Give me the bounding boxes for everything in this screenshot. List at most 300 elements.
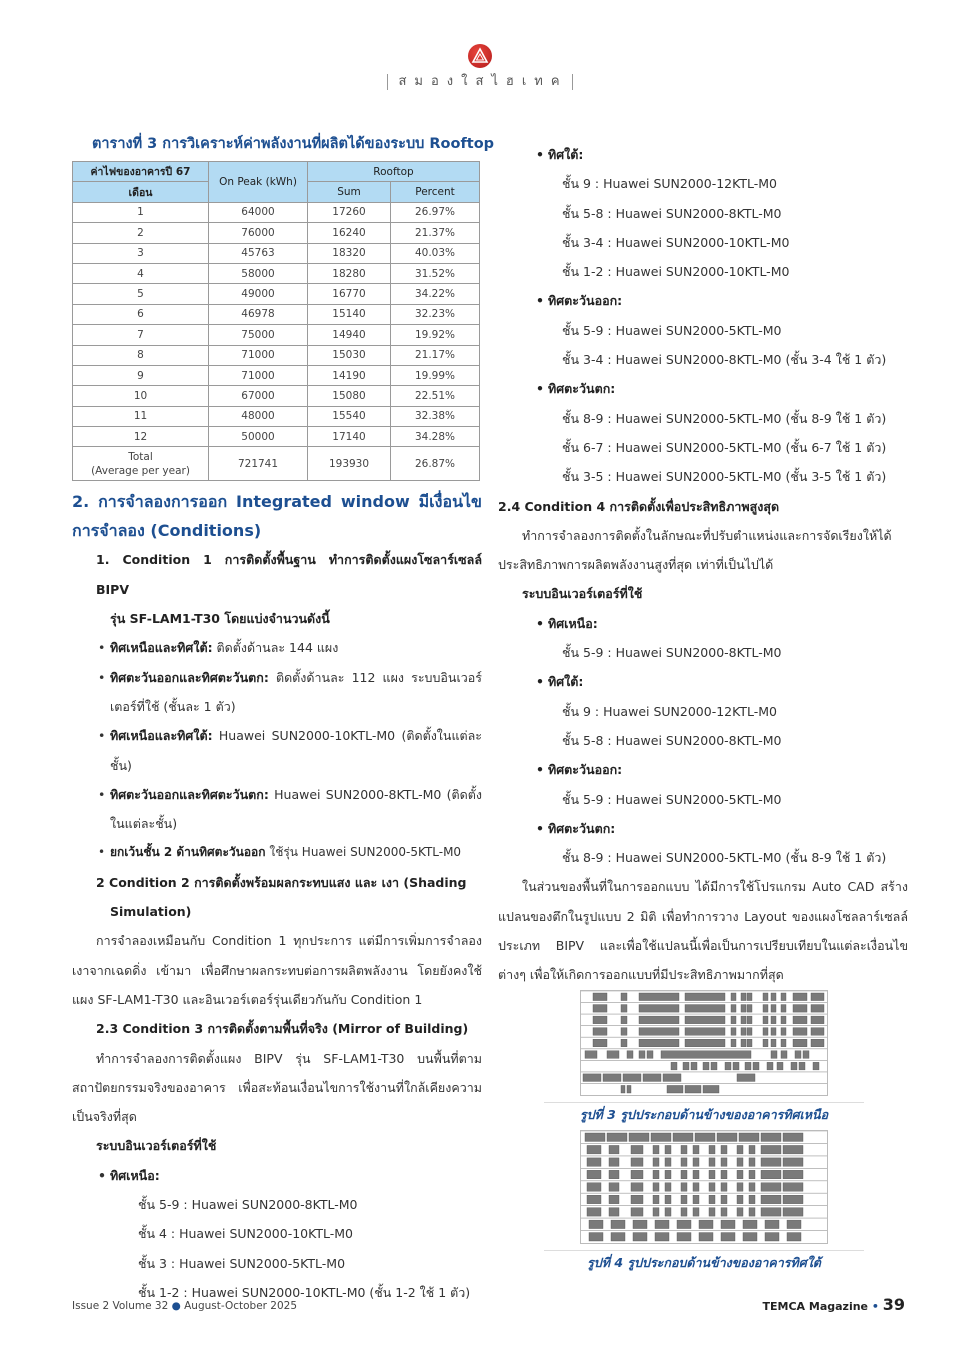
solar-panel-block bbox=[765, 1233, 779, 1241]
cell-percent: 40.03% bbox=[391, 243, 480, 263]
solar-panel-block bbox=[743, 1233, 757, 1241]
solar-panel-block bbox=[781, 1005, 786, 1013]
cell-sum: 15080 bbox=[308, 386, 391, 406]
solar-panel-block bbox=[709, 1158, 715, 1166]
inverter-item: ชั้น 4 : Huawei SUN2000-10KTL-M0 bbox=[138, 1226, 353, 1242]
solar-panel-block bbox=[793, 1039, 807, 1047]
solar-panel-block bbox=[663, 1074, 681, 1082]
solar-panel-block bbox=[721, 1145, 727, 1153]
inverter-item: ชั้น 8-9 : Huawei SUN2000-5KTL-M0 (ชั้น 8-9 ใช้ 1 ตัว) bbox=[562, 410, 887, 426]
solar-panel-block bbox=[653, 1170, 659, 1178]
solar-panel-block bbox=[693, 1195, 699, 1203]
solar-panel-block bbox=[741, 1005, 746, 1013]
solar-panel-block bbox=[691, 1062, 697, 1070]
solar-panel-block bbox=[763, 993, 768, 1001]
solar-panel-block bbox=[589, 1233, 603, 1241]
solar-panel-block bbox=[761, 1145, 781, 1153]
solar-panel-block bbox=[787, 1220, 801, 1228]
inverter-item: ชั้น 6-7 : Huawei SUN2000-5KTL-M0 (ชั้น 6-7 ใช้ 1 ตัว) bbox=[562, 439, 887, 455]
cell-onpeak: 50000 bbox=[209, 427, 308, 447]
solar-panel-block bbox=[647, 1051, 653, 1059]
west-inverter-list bbox=[498, 404, 908, 492]
solar-panel-block bbox=[685, 1005, 725, 1013]
solar-panel-block bbox=[763, 1028, 768, 1036]
south-label: • ทิศใต้: bbox=[498, 140, 908, 169]
solar-panel-block bbox=[621, 1028, 627, 1036]
solar-panel-block bbox=[693, 1208, 699, 1216]
solar-panel-block bbox=[589, 1220, 603, 1228]
solar-panel-block bbox=[763, 1039, 768, 1047]
total-sum: 193930 bbox=[308, 447, 391, 481]
solar-panel-block bbox=[781, 1028, 786, 1036]
solar-panel-block bbox=[781, 1016, 786, 1024]
solar-panel-block bbox=[665, 1183, 671, 1191]
cell-onpeak: 64000 bbox=[209, 202, 308, 222]
solar-panel-block bbox=[745, 1062, 751, 1070]
cell-onpeak: 49000 bbox=[209, 284, 308, 304]
header-onpeak: On Peak (kWh) bbox=[209, 162, 308, 203]
c4-east-list bbox=[498, 785, 908, 814]
cell-onpeak: 71000 bbox=[209, 365, 308, 385]
solar-panel-block bbox=[787, 1233, 801, 1241]
c4-west-label: • ทิศตะวันตก: bbox=[498, 814, 908, 843]
solar-panel-block bbox=[811, 1016, 824, 1024]
cell-percent: 21.17% bbox=[391, 345, 480, 365]
solar-panel-block bbox=[771, 1028, 776, 1036]
solar-panel-block bbox=[633, 1233, 647, 1241]
rooftop-table bbox=[72, 161, 480, 481]
solar-panel-block bbox=[747, 1039, 752, 1047]
cell-percent: 31.52% bbox=[391, 263, 480, 283]
table-row bbox=[73, 386, 480, 406]
cell-month: 9 bbox=[73, 365, 209, 385]
solar-panel-block bbox=[747, 1016, 752, 1024]
header-month: เดือน bbox=[73, 182, 209, 202]
solar-panel-block bbox=[767, 1062, 773, 1070]
inverter-heading: ระบบอินเวอร์เตอร์ที่ใช้ bbox=[96, 1138, 217, 1154]
solar-panel-block bbox=[665, 1208, 671, 1216]
cell-percent: 34.22% bbox=[391, 284, 480, 304]
condition-2-title: 2 Condition 2 การติดตั้งพร้อมผลกระทบแสง และ เงา (Shading bbox=[96, 874, 467, 890]
cell-sum: 15540 bbox=[308, 406, 391, 426]
solar-panel-block bbox=[611, 1220, 625, 1228]
solar-panel-block bbox=[685, 1016, 725, 1024]
cell-month: 11 bbox=[73, 406, 209, 426]
table-row bbox=[73, 406, 480, 426]
condition-3-paragraph: ทำการจำลองการติดตั้งแผง BIPV รุ่น SF-LAM1-T30 บนพื้นที่ตามสถาปัตยกรรมจริงของอาคาร เพื่อสะท้อนเงื่อนไขการใช้งานที่ใกล้เคียงความเป็นจริงที่สุด bbox=[72, 1050, 482, 1125]
solar-panel-block bbox=[733, 1062, 739, 1070]
solar-panel-block bbox=[651, 1133, 671, 1141]
solar-panel-block bbox=[593, 1039, 607, 1047]
solar-panel-block bbox=[749, 1195, 755, 1203]
south-inverter-list bbox=[498, 169, 908, 286]
inverter-item: ชั้น 5-8 : Huawei SUN2000-8KTL-M0 bbox=[562, 205, 782, 221]
solar-panel-block bbox=[777, 1062, 783, 1070]
c4-west-list bbox=[498, 843, 908, 872]
solar-panel-block bbox=[791, 1062, 797, 1070]
solar-panel-block bbox=[653, 1183, 659, 1191]
solar-panel-block bbox=[731, 1039, 736, 1047]
c1-bullet-3: • ทิศเหนือและทิศใต้: Huawei SUN2000-10KTL-M0 (ติดตั้งในแต่ละชั้น) bbox=[72, 721, 482, 780]
cell-sum: 16770 bbox=[308, 284, 391, 304]
total-label: Total (Average per year) bbox=[73, 447, 209, 481]
table-row bbox=[73, 345, 480, 365]
solar-panel-block bbox=[695, 1133, 715, 1141]
north-label: • ทิศเหนือ: bbox=[72, 1161, 482, 1190]
solar-panel-block bbox=[611, 1233, 625, 1241]
solar-panel-block bbox=[607, 1133, 627, 1141]
inverter-item: ชั้น 1-2 : Huawei SUN2000-10KTL-M0 (ชั้น 1-2 ใช้ 1 ตัว) bbox=[138, 1284, 471, 1300]
solar-panel-block bbox=[685, 1039, 725, 1047]
figure-3-caption: รูปที่ 3 รูปประกอบด้านข้างของอาคารทิศเหนือ bbox=[544, 1102, 864, 1125]
solar-panel-block bbox=[741, 993, 746, 1001]
solar-panel-block bbox=[631, 1158, 643, 1166]
solar-panel-block bbox=[763, 1005, 768, 1013]
solar-panel-block bbox=[761, 1158, 781, 1166]
cell-month: 12 bbox=[73, 427, 209, 447]
solar-panel-block bbox=[609, 1170, 619, 1178]
table-title: ตารางที่ 3 การวิเคราะห์ค่าพลังงานที่ผลิตได้ของระบบ Rooftop bbox=[92, 136, 495, 152]
solar-panel-block bbox=[781, 1039, 786, 1047]
solar-panel-block bbox=[737, 1158, 743, 1166]
solar-panel-block bbox=[721, 1220, 735, 1228]
solar-panel-block bbox=[737, 1074, 755, 1082]
solar-panel-block bbox=[721, 1158, 727, 1166]
inverter-item: ชั้น 5-9 : Huawei SUN2000-5KTL-M0 bbox=[562, 322, 782, 338]
left-column bbox=[72, 132, 495, 1307]
solar-panel-block bbox=[607, 1051, 619, 1059]
solar-panel-block bbox=[703, 1062, 709, 1070]
cell-percent: 32.38% bbox=[391, 406, 480, 426]
table-row bbox=[73, 223, 480, 243]
cell-month: 10 bbox=[73, 386, 209, 406]
solar-panel-block bbox=[803, 1051, 809, 1059]
solar-panel-block bbox=[653, 1195, 659, 1203]
solar-panel-block bbox=[633, 1220, 647, 1228]
header-building: ค่าไฟของอาคารปี 67 bbox=[73, 162, 209, 182]
solar-panel-block bbox=[587, 1145, 601, 1153]
east-label: • ทิศตะวันออก: bbox=[498, 286, 908, 315]
solar-panel-block bbox=[771, 993, 776, 1001]
solar-panel-block bbox=[731, 1028, 736, 1036]
solar-panel-block bbox=[639, 1016, 679, 1024]
solar-panel-block bbox=[793, 1005, 807, 1013]
solar-panel-block bbox=[631, 1195, 643, 1203]
table-total-row bbox=[73, 447, 480, 481]
solar-panel-block bbox=[661, 1051, 751, 1059]
solar-panel-block bbox=[709, 1208, 715, 1216]
table-row bbox=[73, 263, 480, 283]
solar-panel-block bbox=[709, 1145, 715, 1153]
cell-percent: 26.97% bbox=[391, 202, 480, 222]
solar-panel-block bbox=[765, 1220, 779, 1228]
cell-sum: 18280 bbox=[308, 263, 391, 283]
solar-panel-block bbox=[585, 1133, 605, 1141]
solar-panel-block bbox=[609, 1158, 619, 1166]
solar-panel-block bbox=[781, 1051, 787, 1059]
solar-panel-block bbox=[693, 1170, 699, 1178]
solar-panel-block bbox=[593, 1028, 607, 1036]
solar-panel-block bbox=[811, 1005, 824, 1013]
cell-onpeak: 76000 bbox=[209, 223, 308, 243]
solar-panel-block bbox=[739, 1133, 759, 1141]
figure-3-north-elevation bbox=[580, 990, 828, 1096]
solar-panel-block bbox=[741, 1039, 746, 1047]
figure-4-south-elevation bbox=[580, 1130, 828, 1244]
inverter-item: ชั้น 1-2 : Huawei SUN2000-10KTL-M0 bbox=[562, 264, 790, 280]
cell-percent: 21.37% bbox=[391, 223, 480, 243]
solar-panel-block bbox=[621, 1005, 627, 1013]
cell-sum: 17140 bbox=[308, 427, 391, 447]
solar-panel-block bbox=[747, 1028, 752, 1036]
solar-panel-block bbox=[609, 1195, 619, 1203]
cell-sum: 14940 bbox=[308, 325, 391, 345]
solar-panel-block bbox=[721, 1208, 727, 1216]
solar-panel-block bbox=[631, 1208, 643, 1216]
cell-sum: 15140 bbox=[308, 304, 391, 324]
design-paragraph: ในส่วนของพื้นที่ในการออกแบบ ได้มีการใช้โปรแกรม Auto CAD สร้างแปลนของตึกในรูปแบบ 2 มิติ เพื่อทำการวาง Layout ของแผงโซลลาร์เซลล์ประเภท BIPV และเพื่อใช้แปลนนี้เพื่อเป็นการเปรียบเทียบในแต่ละเงื่อนไขต่างๆ เพื่อให้เกิดการออกแบบที่มีประสิทธิภาพมากที่สุด bbox=[498, 879, 908, 983]
solar-panel-block bbox=[609, 1208, 619, 1216]
table-row bbox=[73, 325, 480, 345]
solar-panel-block bbox=[699, 1233, 713, 1241]
solar-panel-block bbox=[747, 993, 752, 1001]
solar-panel-block bbox=[811, 993, 824, 1001]
cell-month: 3 bbox=[73, 243, 209, 263]
solar-panel-block bbox=[721, 1195, 727, 1203]
north-elevation-drawing bbox=[581, 991, 827, 1095]
condition-3-title: 2.3 Condition 3 การติดตั้งตามพื้นที่จริง (Mirror of Building) bbox=[96, 1021, 469, 1037]
table-row bbox=[73, 365, 480, 385]
solar-panel-block bbox=[693, 1183, 699, 1191]
cell-onpeak: 75000 bbox=[209, 325, 308, 345]
solar-panel-block bbox=[793, 1028, 807, 1036]
solar-panel-block bbox=[811, 1039, 824, 1047]
cell-month: 5 bbox=[73, 284, 209, 304]
solar-panel-block bbox=[587, 1208, 601, 1216]
condition-1-title: 1. Condition 1 การติดตั้งพื้นฐาน ทำการติดตั้งแผงโซลาร์เซลล์ BIPV bbox=[96, 552, 482, 597]
header-percent: Percent bbox=[391, 182, 480, 202]
solar-panel-block bbox=[593, 1016, 607, 1024]
condition-2-title-cont: Simulation) bbox=[110, 904, 192, 920]
brand-name: สมองใสไฮเทค bbox=[387, 74, 572, 90]
inverter-item: ชั้น 5-9 : Huawei SUN2000-8KTL-M0 bbox=[562, 645, 782, 661]
solar-panel-block bbox=[665, 1145, 671, 1153]
inverter-item: ชั้น 3-5 : Huawei SUN2000-5KTL-M0 (ชั้น 3-5 ใช้ 1 ตัว) bbox=[562, 469, 887, 485]
right-column bbox=[498, 140, 908, 990]
inverter-item: ชั้น 5-9 : Huawei SUN2000-8KTL-M0 bbox=[138, 1197, 358, 1212]
solar-panel-block bbox=[681, 1170, 687, 1178]
solar-panel-block bbox=[737, 1195, 743, 1203]
cell-sum: 18320 bbox=[308, 243, 391, 263]
solar-panel-block bbox=[621, 1039, 627, 1047]
solar-panel-block bbox=[783, 1133, 803, 1141]
condition-4-title: 2.4 Condition 4 การติดตั้งเพื่อประสิทธิภาพสูงสุด bbox=[498, 498, 780, 514]
solar-panel-block bbox=[665, 1195, 671, 1203]
solar-panel-block bbox=[673, 1133, 693, 1141]
c4-south-list bbox=[498, 697, 908, 756]
solar-panel-block bbox=[639, 1005, 679, 1013]
figure-4-caption: รูปที่ 4 รูปประกอบด้านข้างของอาคารทิศใต้ bbox=[544, 1250, 864, 1273]
cell-month: 4 bbox=[73, 263, 209, 283]
solar-panel-block bbox=[621, 1085, 625, 1093]
solar-panel-block bbox=[593, 1005, 607, 1013]
solar-panel-block bbox=[677, 1220, 691, 1228]
solar-panel-block bbox=[761, 1195, 781, 1203]
inverter-item: ชั้น 3 : Huawei SUN2000-5KTL-M0 bbox=[138, 1255, 346, 1271]
footer-issue: Issue 2 Volume 32 ● August-October 2025 bbox=[72, 1300, 298, 1312]
c4-north-list bbox=[498, 638, 908, 667]
solar-panel-block bbox=[737, 1145, 743, 1153]
solar-panel-block bbox=[629, 1133, 649, 1141]
cell-sum: 16240 bbox=[308, 223, 391, 243]
cell-month: 7 bbox=[73, 325, 209, 345]
solar-panel-block bbox=[793, 1016, 807, 1024]
solar-panel-block bbox=[717, 1133, 737, 1141]
inverter-item: ชั้น 3-4 : Huawei SUN2000-8KTL-M0 (ชั้น 3-4 ใช้ 1 ตัว) bbox=[562, 352, 887, 368]
solar-panel-block bbox=[703, 1085, 719, 1093]
west-label: • ทิศตะวันตก: bbox=[498, 374, 908, 403]
solar-panel-block bbox=[609, 1145, 619, 1153]
solar-panel-block bbox=[587, 1170, 601, 1178]
c4-east-label: • ทิศตะวันออก: bbox=[498, 755, 908, 784]
solar-panel-block bbox=[621, 993, 627, 1001]
cell-month: 6 bbox=[73, 304, 209, 324]
east-inverter-list bbox=[498, 316, 908, 375]
cell-percent: 22.51% bbox=[391, 386, 480, 406]
c1-bullet-1: • ทิศเหนือและทิศใต้: ติดตั้งด้านละ 144 แผง bbox=[72, 633, 482, 662]
solar-panel-block bbox=[587, 1158, 601, 1166]
cell-sum: 14190 bbox=[308, 365, 391, 385]
solar-panel-block bbox=[749, 1170, 755, 1178]
solar-panel-block bbox=[667, 1085, 683, 1093]
solar-panel-block bbox=[587, 1183, 601, 1191]
solar-panel-block bbox=[639, 993, 679, 1001]
condition-4-paragraph: ทำการจำลองการติดตั้งในลักษณะที่ปรับตำแหน่งและการจัดเรียงให้ได้ ประสิทธิภาพการผลิตพลังงานสูงที่สุด เท่าที่เป็นไปได้ bbox=[498, 527, 892, 573]
c4-inverter-heading: ระบบอินเวอร์เตอร์ที่ใช้ bbox=[522, 586, 643, 602]
solar-panel-block bbox=[699, 1220, 713, 1228]
solar-panel-block bbox=[771, 1005, 776, 1013]
inverter-item: ชั้น 9 : Huawei SUN2000-12KTL-M0 bbox=[562, 176, 777, 192]
solar-panel-block bbox=[725, 1062, 731, 1070]
solar-panel-block bbox=[693, 1145, 699, 1153]
table-row bbox=[73, 304, 480, 324]
solar-panel-block bbox=[737, 1170, 743, 1178]
solar-panel-block bbox=[737, 1183, 743, 1191]
solar-panel-block bbox=[763, 1016, 768, 1024]
solar-panel-block bbox=[811, 1028, 824, 1036]
solar-panel-block bbox=[795, 1051, 801, 1059]
solar-panel-block bbox=[685, 1085, 701, 1093]
solar-panel-block bbox=[749, 1158, 755, 1166]
south-elevation-drawing bbox=[581, 1131, 827, 1243]
table-row bbox=[73, 202, 480, 222]
cell-percent: 19.92% bbox=[391, 325, 480, 345]
cell-percent: 19.99% bbox=[391, 365, 480, 385]
solar-panel-block bbox=[721, 1183, 727, 1191]
solar-panel-block bbox=[585, 1051, 597, 1059]
inverter-item: ชั้น 5-9 : Huawei SUN2000-5KTL-M0 bbox=[562, 791, 782, 807]
solar-panel-block bbox=[583, 1074, 601, 1082]
solar-panel-block bbox=[771, 1051, 777, 1059]
solar-panel-block bbox=[783, 1208, 803, 1216]
condition-2-paragraph: การจำลองเหมือนกับ Condition 1 ทุกประการ แต่มีการเพิ่มการจำลองเงาจากเฉดดิ่ง เข้ามา เพื่อศึกษาผลกระทบต่อการผลิตพลังงาน โดยยังคงใช้แผง SF-LAM1-T30 และอินเวอร์เตอร์รุ่นเดียวกันกับ Condition 1 bbox=[72, 933, 482, 1007]
solar-panel-block bbox=[631, 1145, 643, 1153]
solar-panel-block bbox=[623, 1074, 641, 1082]
solar-panel-block bbox=[761, 1183, 781, 1191]
solar-panel-block bbox=[721, 1170, 727, 1178]
solar-panel-block bbox=[793, 993, 807, 1001]
solar-panel-block bbox=[711, 1062, 717, 1070]
solar-panel-block bbox=[737, 1208, 743, 1216]
solar-panel-block bbox=[685, 993, 725, 1001]
solar-panel-block bbox=[761, 1170, 781, 1178]
header-sum: Sum bbox=[308, 182, 391, 202]
solar-panel-block bbox=[783, 1170, 803, 1178]
c1-bullet-2: • ทิศตะวันออกและทิศตะวันตก: ติดตั้งด้านละ 112 แผง ระบบอินเวอร์เตอร์ที่ใช้ (ชั้นละ 1 ตัว) bbox=[72, 663, 482, 722]
solar-panel-block bbox=[753, 1062, 759, 1070]
inverter-item: ชั้น 8-9 : Huawei SUN2000-5KTL-M0 (ชั้น 8-9 ใช้ 1 ตัว) bbox=[562, 850, 887, 866]
cell-sum: 15030 bbox=[308, 345, 391, 365]
solar-panel-block bbox=[741, 1028, 746, 1036]
solar-panel-block bbox=[681, 1158, 687, 1166]
solar-panel-block bbox=[731, 993, 736, 1001]
solar-panel-block bbox=[681, 1145, 687, 1153]
logo-icon bbox=[468, 44, 492, 68]
cell-onpeak: 67000 bbox=[209, 386, 308, 406]
solar-panel-block bbox=[771, 1039, 776, 1047]
solar-panel-block bbox=[639, 1039, 679, 1047]
solar-panel-block bbox=[627, 1051, 633, 1059]
solar-panel-block bbox=[749, 1183, 755, 1191]
masthead bbox=[0, 44, 960, 90]
footer-magazine: TEMCA Magazine • 39 bbox=[762, 1295, 905, 1314]
solar-panel-block bbox=[639, 1051, 645, 1059]
solar-panel-block bbox=[665, 1170, 671, 1178]
total-percent: 26.87% bbox=[391, 447, 480, 481]
cell-percent: 32.23% bbox=[391, 304, 480, 324]
solar-panel-block bbox=[655, 1220, 669, 1228]
c4-south-label: • ทิศใต้: bbox=[498, 667, 908, 696]
solar-panel-block bbox=[709, 1170, 715, 1178]
solar-panel-block bbox=[721, 1233, 735, 1241]
table-row bbox=[73, 284, 480, 304]
cell-onpeak: 58000 bbox=[209, 263, 308, 283]
solar-panel-block bbox=[709, 1183, 715, 1191]
solar-panel-block bbox=[749, 1145, 755, 1153]
solar-panel-block bbox=[783, 1183, 803, 1191]
solar-panel-block bbox=[621, 1016, 627, 1024]
solar-panel-block bbox=[603, 1074, 621, 1082]
solar-panel-block bbox=[653, 1145, 659, 1153]
solar-panel-block bbox=[743, 1220, 757, 1228]
solar-panel-block bbox=[631, 1170, 643, 1178]
section-heading: 2. การจำลองการออก Integrated window มีเงื่อนไข การจำลอง (Conditions) bbox=[72, 492, 482, 541]
c1-bullet-5: • ยกเว้นชั้น 2 ด้านทิศตะวันออก ใช้รุ่น Huawei SUN2000-5KTL-M0 bbox=[72, 838, 482, 867]
solar-panel-block bbox=[799, 1062, 805, 1070]
solar-panel-block bbox=[593, 993, 607, 1001]
cell-month: 1 bbox=[73, 202, 209, 222]
cell-month: 8 bbox=[73, 345, 209, 365]
solar-panel-block bbox=[587, 1195, 601, 1203]
solar-panel-block bbox=[609, 1183, 619, 1191]
solar-panel-block bbox=[665, 1158, 671, 1166]
solar-panel-block bbox=[671, 1062, 677, 1070]
solar-panel-block bbox=[681, 1183, 687, 1191]
solar-panel-block bbox=[627, 1085, 631, 1093]
solar-panel-block bbox=[741, 1016, 746, 1024]
cell-month: 2 bbox=[73, 223, 209, 243]
c1-bullet-4: • ทิศตะวันออกและทิศตะวันตก: Huawei SUN2000-8KTL-M0 (ติดตั้งในแต่ละชั้น) bbox=[72, 780, 482, 839]
